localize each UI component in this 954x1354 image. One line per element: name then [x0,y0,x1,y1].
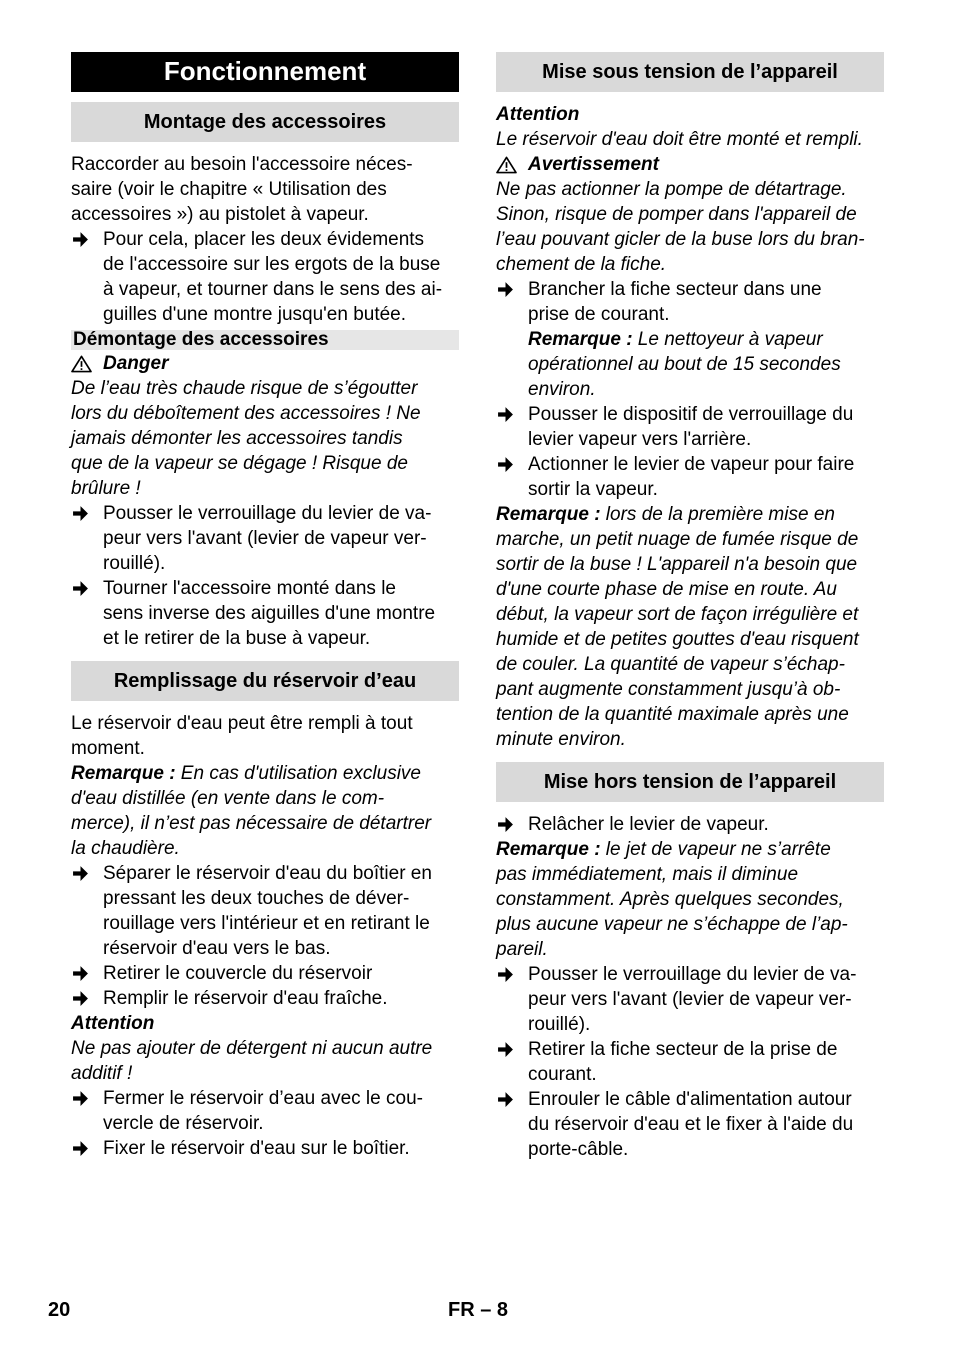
text-line: lors du déboîtement des accessoires ! Ne [71,403,421,424]
danger-label-line [71,351,459,376]
warning-triangle-icon [71,355,92,373]
text-line: l’eau pouvant gicler de la buse lors du bran- [496,229,865,250]
remark-label: Remarque : [528,329,633,350]
text-line: Remplir le réservoir d'eau fraîche. [103,988,388,1009]
demontage-step-2 [71,576,459,651]
remplissage-step-4 [71,1086,459,1136]
heading-demontage: Démontage des accessoires [71,330,459,350]
arrow-right-icon [72,990,89,1007]
right-column [496,52,884,1162]
remplissage-step-3 [71,986,459,1011]
text-line: chement de la fiche. [496,254,667,275]
text-line: sortir la vapeur. [528,479,658,500]
arrow-right-icon [72,1090,89,1107]
text-line: prise de courant. [528,304,670,325]
mise-sous-step-2 [496,402,884,452]
mise-sous-step-1 [496,277,884,402]
chapter-title: Fonctionnement [71,52,459,92]
text-line: Actionner le levier de vapeur pour faire [528,454,855,475]
arrow-right-icon [72,865,89,882]
text-line: levier vapeur vers l'arrière. [528,429,752,450]
text-line: sens inverse des aiguilles d'une montre [103,603,436,624]
montage-paragraph [71,152,459,227]
mise-hors-remark: Remarque : le jet de vapeur ne s’arrête pas immédiatement, mais il diminue constamment. Après quelques secondes, plus aucune vapeur ne s’échappe de l’ap- pareil. [496,837,884,962]
arrow-right-icon [497,456,514,473]
arrow-right-icon [497,1041,514,1058]
arrow-right-icon [72,965,89,982]
text-line: environ. [528,379,596,400]
text-line: Raccorder au besoin l'accessoire néces- [71,154,413,175]
text-line: pas immédiatement, mais il diminue [496,864,799,885]
text-line: brûlure ! [71,478,141,499]
text-line: peur vers l'avant (levier de vapeur ver- [528,989,852,1010]
danger-label: Danger [103,353,169,374]
arrow-right-icon [72,505,89,522]
attention-text [71,1036,459,1086]
text-line: rouillé). [528,1014,591,1035]
text-line: minute environ. [496,729,626,750]
heading-mise-hors-tension: Mise hors tension de l’appareil [496,762,884,802]
arrow-right-icon [497,966,514,983]
section-page-label: FR – 8 [448,1299,509,1321]
text-line: pant augmente constamment jusqu’à ob- [496,679,841,700]
text-line: Relâcher le levier de vapeur. [528,814,769,835]
arrow-right-icon [497,406,514,423]
text-line: et le retirer de la buse à vapeur. [103,628,371,649]
remplissage-paragraph [71,711,459,761]
text-line: la chaudière. [71,838,180,859]
text-line: peur vers l'avant (levier de vapeur ver- [103,528,427,549]
text-line: de l'accessoire sur les ergots de la buse [103,254,441,275]
text-line: rouillé). [103,553,166,574]
text-line: Ne pas actionner la pompe de détartrage. [496,179,847,200]
text-line: Fixer le réservoir d'eau sur le boîtier. [103,1138,410,1159]
page-number: 20 [48,1299,71,1321]
danger-text [71,376,459,501]
left-column [71,52,459,1161]
text-line: du réservoir d'eau et le fixer à l'aide du [528,1114,854,1135]
montage-step-1 [71,227,459,327]
text-line: Pour cela, placer les deux évidements [103,229,425,250]
text-line: Pousser le verrouillage du levier de va- [103,503,432,524]
text-line: Retirer le couvercle du réservoir [103,963,373,984]
mise-sous-step-3 [496,452,884,502]
text-line: Le réservoir d'eau doit être monté et rempli. [496,129,863,150]
heading-mise-sous-tension: Mise sous tension de l’appareil [496,52,884,92]
text-line: pareil. [496,939,548,960]
text-line: Tourner l'accessoire monté dans le [103,578,396,599]
text-line: porte-câble. [528,1139,629,1160]
step-remark: Remarque : Le nettoyeur à vapeur opérationnel au bout de 15 secondes environ. [528,327,884,402]
text-line: que de la vapeur se dégage ! Risque de [71,453,408,474]
arrow-right-icon [497,816,514,833]
text-line: Enrouler le câble d'alimentation autour [528,1089,852,1110]
text-line: Séparer le réservoir d'eau du boîtier en [103,863,432,884]
text-line: opérationnel au bout de 15 secondes [528,354,841,375]
mise-hors-step-1 [496,812,884,837]
text-line: Sinon, risque de pomper dans l'appareil de [496,204,857,225]
mise-hors-step-4 [496,1087,884,1162]
text-line: Fermer le réservoir d’eau avec le cou- [103,1088,423,1109]
text-line: moment. [71,738,145,759]
text-line: tention de la quantité maximale après une [496,704,849,725]
text-line: Pousser le dispositif de verrouillage du [528,404,854,425]
remplissage-step-1 [71,861,459,961]
mise-hors-step-3 [496,1037,884,1087]
remplissage-step-5 [71,1136,459,1161]
remplissage-step-2 [71,961,459,986]
attention-label: Attention [496,104,580,125]
text-line: sortir de la buse ! L'appareil n'a besoin que [496,554,858,575]
remark-label: Remarque : [71,763,176,784]
text-line: De l’eau très chaude risque de s’égoutter [71,378,418,399]
arrow-right-icon [72,580,89,597]
text-line: merce), il n’est pas nécessaire de détartrer [71,813,432,834]
warning-text [496,177,884,277]
warning-label: Avertissement [528,154,659,175]
arrow-right-icon [497,1091,514,1108]
text-line: saire (voir le chapitre « Utilisation des [71,179,387,200]
arrow-right-icon [72,1140,89,1157]
remplissage-remark: Remarque : En cas d'utilisation exclusive d'eau distillée (en vente dans le com- merce), il n’est pas nécessaire de détartrer la chaudière. [71,761,459,861]
warning-triangle-icon [496,156,517,174]
text-line: vercle de réservoir. [103,1113,264,1134]
text-line: rouillage vers l'intérieur et en retirant le [103,913,430,934]
attention-label: Attention [71,1013,155,1034]
arrow-right-icon [497,281,514,298]
heading-remplissage: Remplissage du réservoir d’eau [71,661,459,701]
arrow-right-icon [72,231,89,248]
text-line: pressant les deux touches de déver- [103,888,410,909]
text-line: guilles d'une montre jusqu'en butée. [103,304,407,325]
text-line: d'une courte phase de mise en route. Au [496,579,837,600]
text-line: Le réservoir d'eau peut être rempli à tout [71,713,413,734]
text-line: additif ! [71,1063,133,1084]
heading-montage: Montage des accessoires [71,102,459,142]
text-line: d'eau distillée (en vente dans le com- [71,788,385,809]
text-line: plus aucune vapeur ne s’échappe de l’ap- [496,914,848,935]
text-line: Brancher la fiche secteur dans une [528,279,822,300]
remark-label: Remarque : [496,504,601,525]
attention-text [496,127,884,152]
text-line: humide et de petites gouttes d'eau risquent [496,629,859,650]
warning-label-line [496,152,884,177]
text-line: à vapeur, et tourner dans le sens des ai- [103,279,443,300]
remark-label: Remarque : [496,839,601,860]
mise-sous-remark: Remarque : lors de la première mise en marche, un petit nuage de fumée risque de sortir de la buse ! L'appareil n'a besoin que d'une courte phase de mise en route. Au début, la vapeur sort de façon irrégulière et humide et de petites gouttes d'eau risquent de couler. La quantité de vapeur s’échap- pant augmente constamment jusqu’à ob- tention de la quantité maximale après une minute environ. [496,502,884,752]
mise-hors-step-2 [496,962,884,1037]
text-line: Pousser le verrouillage du levier de va- [528,964,857,985]
text-line: jamais démonter les accessoires tandis [71,428,403,449]
text-line: courant. [528,1064,597,1085]
text-line: accessoires ») au pistolet à vapeur. [71,204,369,225]
text-line: Retirer la fiche secteur de la prise de [528,1039,838,1060]
demontage-step-1 [71,501,459,576]
text-line: constamment. Après quelques secondes, [496,889,844,910]
text-line: réservoir d'eau vers le bas. [103,938,331,959]
text-line: début, la vapeur sort de façon irrégulière et [496,604,859,625]
text-line: de couler. La quantité de vapeur s’échap- [496,654,845,675]
text-line: marche, un petit nuage de fumée risque de [496,529,859,550]
text-line: Ne pas ajouter de détergent ni aucun autre [71,1038,433,1059]
